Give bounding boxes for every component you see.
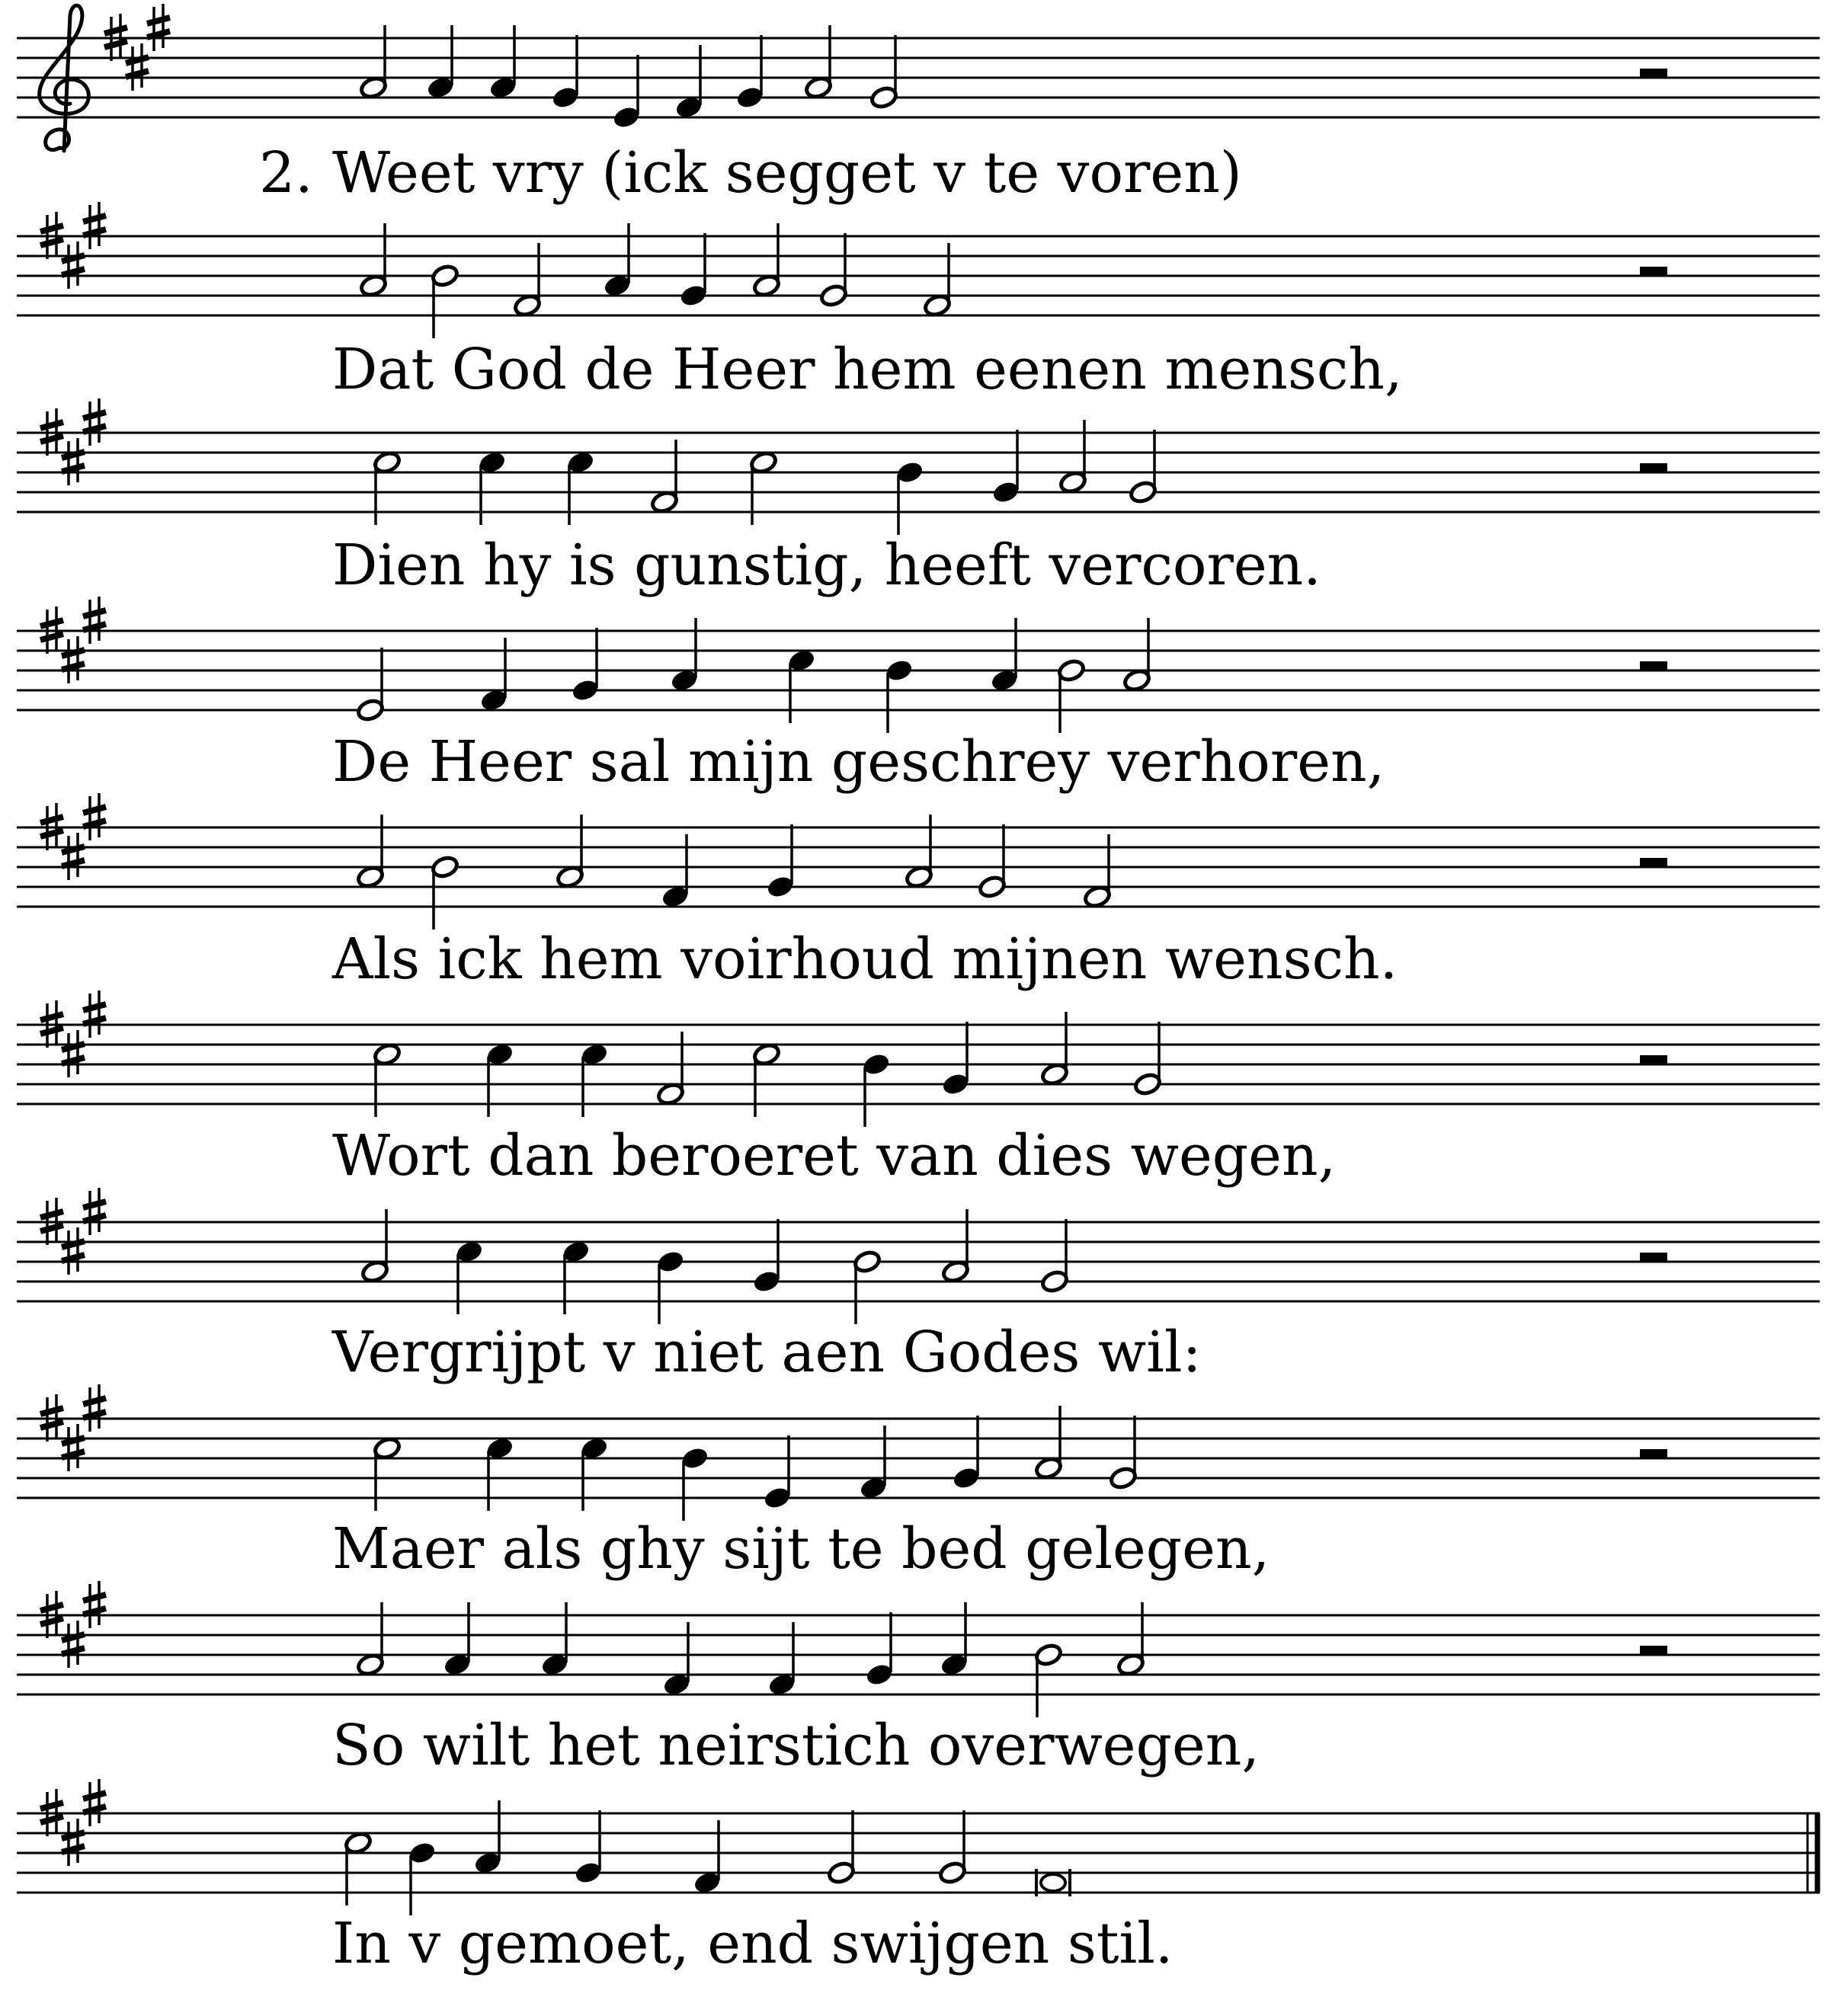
- staff: [17, 1779, 1820, 1915]
- note: [562, 1240, 591, 1314]
- note: [443, 1602, 472, 1677]
- sharp-icon: [147, 4, 170, 51]
- note: [1034, 1406, 1063, 1480]
- staff: [17, 202, 1820, 338]
- note: [680, 1446, 709, 1521]
- half-rest: [1640, 858, 1667, 867]
- lyric-line: In v gemoet, end swijgen stil.: [332, 1911, 1174, 1976]
- note: [1133, 1022, 1162, 1096]
- note: [1058, 420, 1087, 494]
- note: [862, 1052, 891, 1127]
- note: [656, 1250, 685, 1324]
- staff: [17, 398, 1820, 535]
- note: [488, 25, 517, 100]
- note: [473, 1800, 502, 1875]
- note: [478, 450, 507, 525]
- sharp-icon: [126, 43, 149, 91]
- note: [1083, 834, 1112, 909]
- note: [1040, 1219, 1069, 1294]
- note: [373, 1042, 402, 1117]
- note: [940, 1602, 969, 1677]
- verse-number: 2.: [259, 140, 313, 206]
- note: [479, 638, 508, 712]
- note: [923, 243, 952, 318]
- note: [356, 1602, 385, 1677]
- note: [344, 1831, 373, 1906]
- staff: [17, 1384, 1820, 1521]
- note: [1040, 1012, 1069, 1086]
- note: [752, 1042, 781, 1117]
- note: [752, 223, 781, 298]
- staff: [17, 597, 1820, 733]
- sharp-icon: [62, 1030, 85, 1077]
- half-rest: [1640, 1449, 1667, 1458]
- staff: [17, 990, 1820, 1127]
- note: [735, 35, 764, 110]
- note: [991, 430, 1020, 504]
- lyric-line: Dien hy is gunstig, heeft vercoren.: [332, 533, 1321, 598]
- sharp-icon: [83, 1384, 106, 1432]
- note: [766, 824, 795, 899]
- note: [612, 55, 641, 130]
- sharp-icon: [83, 1779, 106, 1826]
- note: [990, 618, 1019, 693]
- note: [1116, 1602, 1145, 1677]
- note: [859, 1426, 888, 1500]
- note: [485, 1042, 514, 1117]
- lyric-line: Als ick hem voirhoud mijnen wensch.: [332, 926, 1398, 992]
- note: [749, 450, 778, 525]
- note: [767, 1622, 796, 1697]
- note: [869, 35, 898, 110]
- lyric-line: So wilt het neirstich overwegen,: [332, 1713, 1260, 1778]
- note: [356, 648, 385, 722]
- lyric-line: Maer als ghy sijt te bed gelegen,: [332, 1516, 1270, 1582]
- sharp-icon: [83, 1581, 106, 1628]
- note: [978, 824, 1007, 899]
- note: [853, 1250, 882, 1324]
- note: [1057, 658, 1086, 733]
- half-rest: [1640, 1253, 1667, 1262]
- note: [580, 1436, 609, 1511]
- note: [540, 1602, 569, 1677]
- staff: [17, 1188, 1820, 1324]
- note: [431, 855, 460, 930]
- sharp-icon: [83, 398, 106, 446]
- note: [485, 1436, 514, 1511]
- sharp-icon: [62, 1424, 85, 1471]
- note: [1109, 1416, 1138, 1490]
- note: [571, 628, 600, 702]
- staff: [17, 4, 1820, 151]
- note: [752, 1219, 781, 1294]
- note: [455, 1240, 484, 1314]
- note: [679, 233, 708, 308]
- note: [360, 1209, 389, 1284]
- note: [426, 25, 455, 100]
- staff: [17, 793, 1820, 930]
- note: [580, 1042, 609, 1117]
- sharp-icon: [62, 242, 85, 289]
- note: [865, 1612, 894, 1687]
- sharp-icon: [83, 793, 106, 840]
- note: [373, 1436, 402, 1511]
- half-rest: [1640, 661, 1667, 670]
- note: [551, 35, 580, 110]
- half-rest: [1640, 463, 1667, 472]
- sharp-icon: [83, 202, 106, 249]
- note: [359, 25, 388, 100]
- half-rest: [1640, 69, 1667, 78]
- note: [952, 1416, 981, 1490]
- lyric-line: Weet vry (ick segget v te voren): [332, 140, 1242, 206]
- note: [895, 460, 924, 535]
- sharp-icon: [62, 833, 85, 880]
- note: [359, 223, 388, 298]
- staff: [17, 1581, 1820, 1717]
- note: [574, 1810, 603, 1885]
- sharp-icon: [83, 990, 106, 1038]
- note: [1129, 430, 1158, 504]
- note: [356, 814, 385, 889]
- sharp-icon: [62, 1819, 85, 1866]
- half-rest: [1640, 1055, 1667, 1064]
- note: [1034, 1643, 1063, 1717]
- note: [661, 834, 690, 909]
- lyric-line: De Heer sal mijn geschrey verhoren,: [332, 729, 1385, 795]
- sharp-icon: [62, 636, 85, 683]
- note: [941, 1022, 970, 1096]
- lyric-line: Dat God de Heer hem eenen mensch,: [332, 337, 1403, 402]
- note: [431, 264, 460, 338]
- note: [938, 1810, 967, 1885]
- note: [656, 1032, 685, 1106]
- lyric-line: Vergrijpt v niet aen Godes wil:: [332, 1320, 1202, 1385]
- note: [674, 45, 703, 120]
- note: [941, 1209, 970, 1284]
- sharp-icon: [83, 1188, 106, 1235]
- note: [804, 25, 833, 100]
- note: [408, 1841, 437, 1915]
- note: [693, 1820, 722, 1895]
- sharp-icon: [62, 438, 85, 485]
- note: [787, 648, 816, 723]
- note: [373, 450, 402, 525]
- sharp-icon: [62, 1621, 85, 1668]
- note: [819, 233, 848, 308]
- lyric-line: Wort dan beroeret van dies wegen,: [332, 1123, 1337, 1189]
- note: [670, 618, 699, 693]
- note: [763, 1435, 792, 1510]
- note: [827, 1810, 856, 1885]
- half-rest: [1640, 267, 1667, 276]
- note: [556, 814, 584, 889]
- note: [603, 223, 632, 298]
- note: [885, 658, 914, 733]
- note: [513, 243, 542, 318]
- note: [566, 450, 595, 525]
- sharp-icon: [83, 597, 106, 644]
- half-rest: [1640, 1646, 1667, 1655]
- note: [650, 440, 679, 514]
- sharp-icon: [62, 1227, 85, 1275]
- note: [662, 1622, 691, 1697]
- note: [905, 814, 933, 889]
- note: [1122, 618, 1151, 693]
